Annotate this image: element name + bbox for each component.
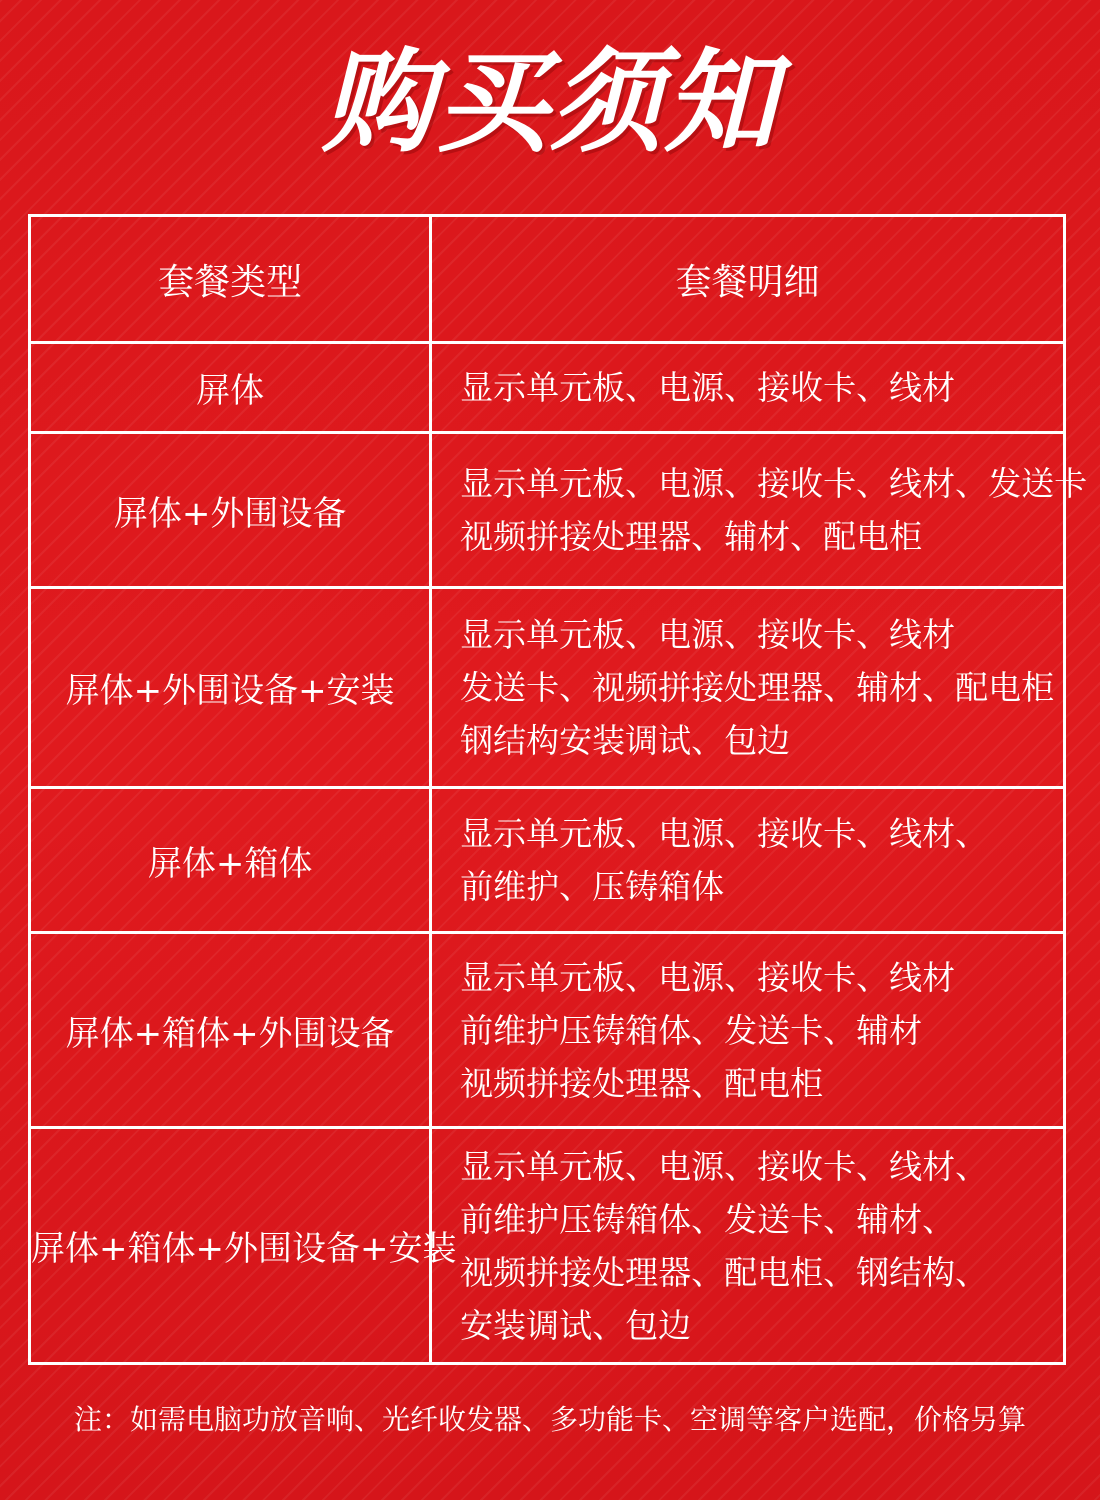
detail-line: 前维护压铸箱体、发送卡、辅材、 bbox=[460, 1199, 956, 1239]
package-type-cell: 屏体+外围设备+安装 bbox=[30, 588, 431, 788]
table-row bbox=[30, 788, 1065, 933]
header-package-type: 套餐类型 bbox=[30, 216, 431, 343]
detail-line: 安装调试、包边 bbox=[460, 1305, 692, 1345]
detail-line: 显示单元板、电源、接收卡、线材 bbox=[460, 368, 956, 407]
table-row bbox=[30, 588, 1065, 788]
header-package-detail: 套餐明细 bbox=[431, 216, 1065, 343]
detail-line: 前维护压铸箱体、发送卡、辅材 bbox=[460, 1010, 923, 1050]
table-row bbox=[30, 433, 1065, 588]
package-detail-cell bbox=[431, 588, 1065, 788]
detail-line: 显示单元板、电源、接收卡、线材 bbox=[460, 615, 956, 654]
detail-line: 显示单元板、电源、接收卡、线材、发送卡 bbox=[460, 464, 1088, 503]
package-type-cell: 屏体+箱体 bbox=[30, 788, 431, 933]
table-row bbox=[30, 343, 1065, 433]
package-type-cell: 屏体+箱体+外围设备 bbox=[30, 933, 431, 1128]
table-row bbox=[30, 933, 1065, 1128]
detail-line: 视频拼接处理器、配电柜、钢结构、 bbox=[460, 1252, 989, 1292]
package-table bbox=[28, 214, 1088, 1365]
package-detail-cell bbox=[431, 433, 1088, 588]
detail-line: 钢结构安装调试、包边 bbox=[460, 721, 791, 760]
package-detail-cell bbox=[431, 343, 1065, 433]
package-detail-cell bbox=[431, 933, 1065, 1128]
detail-line: 显示单元板、电源、接收卡、线材、 bbox=[460, 814, 989, 853]
footnote: 注：如需电脑功放音响、光纤收发器、多功能卡、空调等客户选配，价格另算 bbox=[73, 1403, 1026, 1436]
detail-line: 视频拼接处理器、配电柜 bbox=[460, 1063, 824, 1103]
table-header-row bbox=[30, 216, 1065, 343]
detail-line: 显示单元板、电源、接收卡、线材、 bbox=[460, 1146, 989, 1186]
page-title: 购买须知 bbox=[322, 38, 778, 168]
package-type-cell: 屏体 bbox=[30, 343, 431, 433]
detail-line: 发送卡、视频拼接处理器、辅材、配电柜 bbox=[460, 668, 1055, 707]
detail-line: 视频拼接处理器、辅材、配电柜 bbox=[460, 517, 923, 556]
package-type-cell: 屏体+外围设备 bbox=[30, 433, 431, 588]
detail-line: 显示单元板、电源、接收卡、线材 bbox=[460, 957, 956, 997]
package-type-cell: 屏体+箱体+外围设备+安装 bbox=[30, 1128, 431, 1364]
package-detail-cell bbox=[431, 1128, 1065, 1364]
detail-line: 前维护、压铸箱体 bbox=[460, 867, 725, 906]
package-detail-cell bbox=[431, 788, 1065, 933]
table-row bbox=[30, 1128, 1065, 1364]
